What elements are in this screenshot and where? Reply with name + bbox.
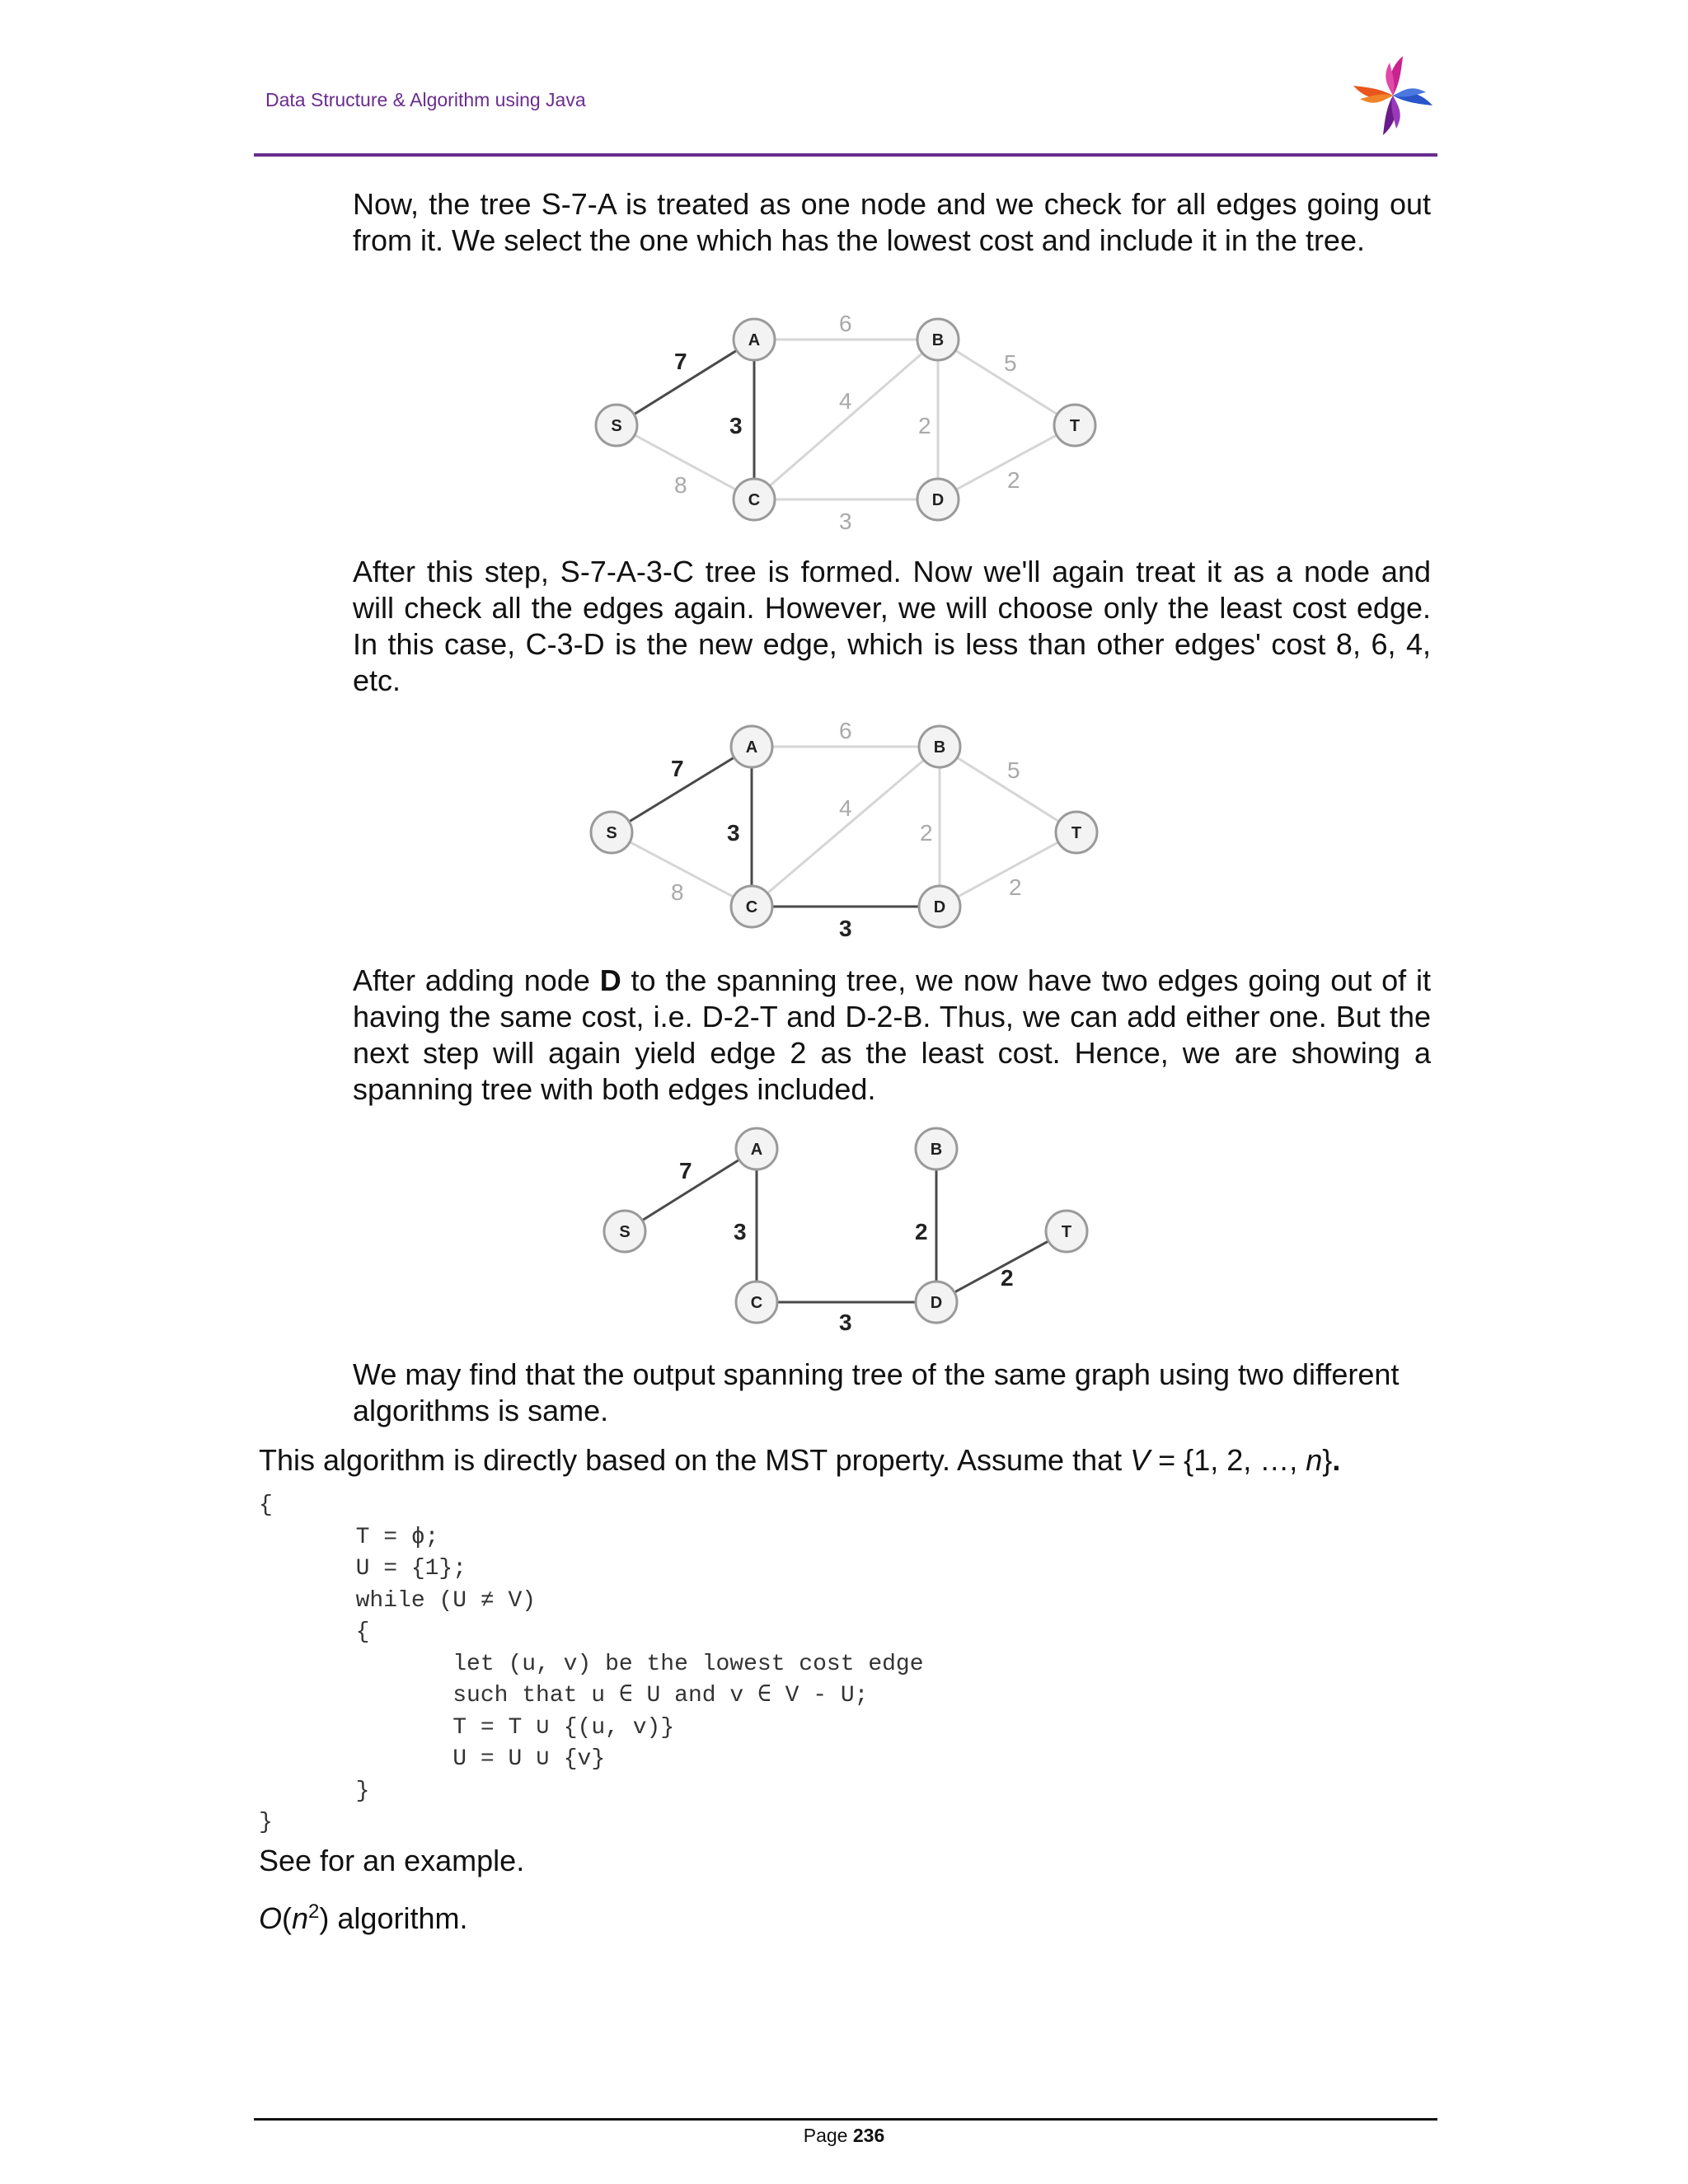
svg-text:A: A [745, 738, 758, 757]
page-number: 236 [852, 2125, 885, 2146]
code-line: U = {1}; [259, 1556, 467, 1582]
weight-c-d: 3 [839, 1310, 852, 1335]
edge-d-t [938, 425, 1075, 499]
weight-b-d: 2 [920, 820, 933, 846]
weight-b-t: 5 [1007, 757, 1020, 783]
svg-text:B: B [931, 331, 945, 349]
svg-text:S: S [611, 417, 622, 435]
node-b [916, 1128, 957, 1169]
svg-text:A: A [748, 331, 761, 349]
node-a [736, 1128, 777, 1169]
paragraph-mst-property: This algorithm is directly based on the MST property. Assume that V = {1, 2, …, n}. [259, 1443, 1341, 1477]
svg-text:D: D [931, 491, 945, 509]
node-d [919, 886, 960, 927]
code-line: } [259, 1778, 370, 1804]
paragraph-add-node-d: After adding node D to the spanning tree, we now have two edges going out of it having the same cost, i.e. D-2-T and D-2-B. Thus, we can add either one. But the next step will again yield edge 2 as the least cost. Hence, we are showing a spanning tree with both edges included. [353, 963, 1431, 1106]
weight-c-b: 4 [839, 388, 852, 414]
svg-text:T: T [1071, 824, 1082, 842]
node-b [917, 319, 959, 360]
graph-step-1 [577, 313, 1104, 536]
weight-b-t: 5 [1004, 350, 1017, 376]
svg-text:D: D [933, 898, 946, 916]
node-s [596, 405, 637, 446]
paragraph-tree-s7a: Now, the tree S-7-A is treated as one node and we check for all edges going out from it. We select the one which has the lowest cost and include it in the tree. [353, 187, 1431, 257]
svg-text:S: S [606, 824, 617, 842]
svg-text:D: D [930, 1294, 943, 1312]
footer-rule [254, 2118, 1437, 2121]
paragraph-tree-s7a3c: After this step, S-7-A-3-C tree is formed. Now we'll again treat it as a node and will check all the edges again. However, we will choose only the least cost edge. In this case, C-3-D is the new edge, which is less than other edges' cost 8, 6, 4, etc. [353, 555, 1431, 697]
code-line: { [259, 1493, 273, 1518]
node-s [591, 812, 632, 853]
node-a [731, 726, 772, 767]
weight-s-a: 7 [674, 349, 687, 374]
code-line: let (u, v) be the lowest cost edge [259, 1651, 924, 1677]
code-line: T = ϕ; [259, 1524, 439, 1550]
weight-a-c: 3 [734, 1219, 747, 1244]
header-rule [254, 153, 1437, 157]
weight-b-d: 2 [915, 1219, 928, 1244]
node-d [917, 479, 959, 520]
node-t [1046, 1211, 1087, 1252]
code-line: T = T ∪ {(u, v)} [259, 1714, 675, 1741]
graph-step-2 [572, 720, 1108, 943]
node-c [731, 886, 772, 927]
node-b [919, 726, 960, 767]
node-c [736, 1282, 777, 1323]
code-line: } [259, 1810, 273, 1835]
svg-text:T: T [1069, 417, 1081, 435]
weight-d-t: 2 [1009, 874, 1022, 900]
weight-s-c: 8 [671, 879, 684, 905]
page-footer: Page 236 [803, 2125, 885, 2146]
paragraph-see-example: See for an example. [259, 1844, 525, 1877]
paragraph-complexity: $O(n^2)$ algorithm. [259, 1900, 468, 1935]
weight-b-d: 2 [918, 413, 931, 438]
edge-c-b [754, 340, 938, 499]
edge-d-t [940, 832, 1076, 907]
paragraph-same-output: We may find that the output spanning tree of the same graph using two different algorithms is same. [353, 1357, 1400, 1427]
code-line: { [259, 1619, 370, 1645]
svg-text:A: A [750, 1141, 763, 1159]
header-title: Data Structure & Algorithm using Java [265, 89, 586, 110]
node-t [1056, 812, 1097, 853]
node-c [734, 479, 775, 520]
svg-text:C: C [748, 491, 761, 509]
node-t [1054, 405, 1095, 446]
weight-c-b: 4 [839, 795, 852, 821]
svg-text:B: B [930, 1141, 943, 1159]
publisher-logo [1345, 53, 1437, 138]
weight-c-d: 3 [839, 509, 852, 534]
node-s [604, 1211, 645, 1252]
svg-text:S: S [619, 1223, 631, 1241]
weight-a-b: 6 [839, 720, 852, 743]
edge-c-b [752, 747, 940, 907]
node-d [916, 1282, 957, 1323]
weight-d-t: 2 [1001, 1265, 1014, 1291]
svg-text:C: C [745, 898, 758, 916]
graph-spanning-tree [585, 1126, 1096, 1340]
weight-a-c: 3 [727, 820, 740, 846]
weight-s-a: 7 [679, 1158, 692, 1183]
svg-text:B: B [933, 738, 946, 757]
svg-text:T: T [1061, 1223, 1072, 1241]
code-line: while (U ≠ V) [259, 1587, 537, 1614]
weight-s-a: 7 [671, 756, 684, 781]
code-line: U = U ∪ {v} [259, 1746, 606, 1772]
svg-text:C: C [750, 1294, 763, 1312]
weight-d-t: 2 [1007, 467, 1020, 493]
weight-a-c: 3 [729, 413, 743, 438]
weight-a-b: 6 [839, 313, 852, 336]
weight-c-d: 3 [839, 916, 852, 941]
weight-s-c: 8 [674, 472, 687, 498]
code-line: such that u ∈ U and v ∈ V - U; [259, 1683, 869, 1708]
node-a [734, 319, 775, 360]
pseudocode-block [259, 1490, 924, 1840]
